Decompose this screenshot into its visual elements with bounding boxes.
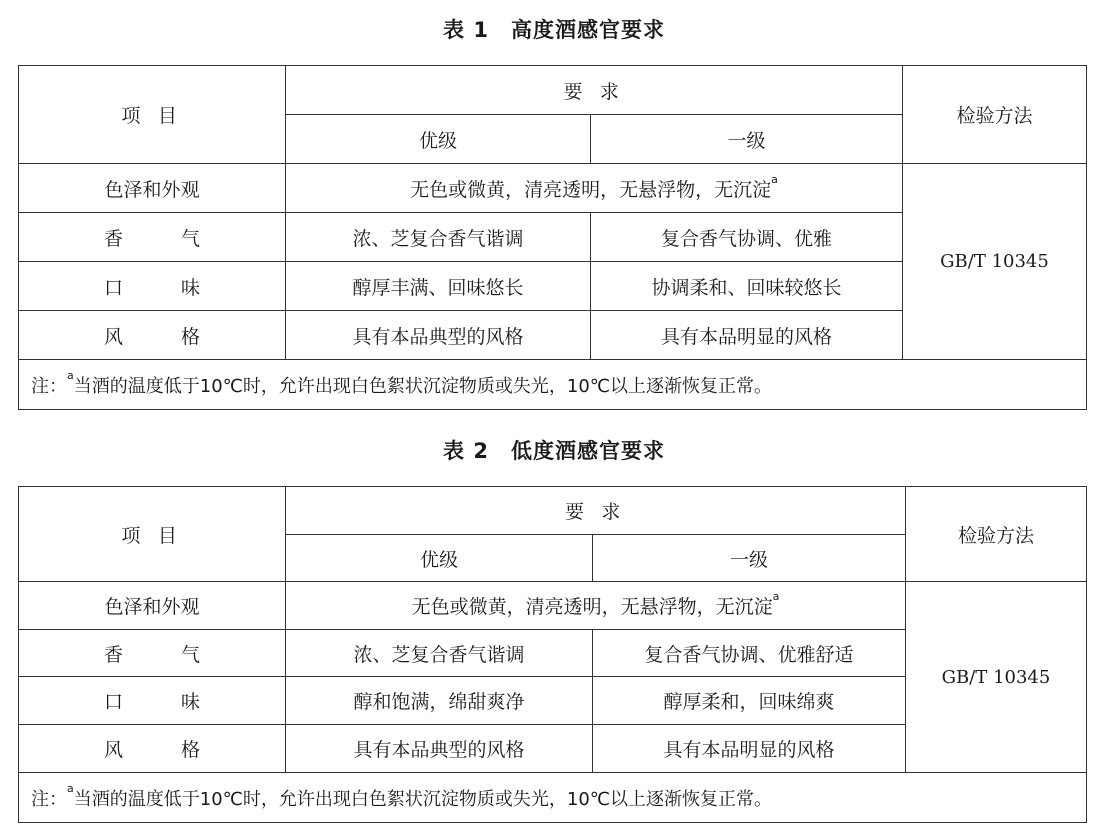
row-value-first: 复合香气协调、优雅舒适 bbox=[593, 630, 906, 677]
row-value-first: 具有本品明显的风格 bbox=[593, 725, 906, 773]
table-2-number: 表 2 bbox=[443, 439, 489, 463]
header-grade-first: 一级 bbox=[593, 535, 906, 582]
table-2-title bbox=[0, 435, 1108, 465]
table-row bbox=[19, 582, 1087, 630]
row-item: 口 味 bbox=[19, 677, 286, 725]
header-method: 检验方法 bbox=[903, 66, 1087, 164]
header-requirement: 要 求 bbox=[286, 487, 906, 535]
row-value-premium: 具有本品典型的风格 bbox=[286, 311, 591, 360]
table-1 bbox=[18, 65, 1087, 410]
header-requirement: 要 求 bbox=[286, 66, 903, 115]
row-value-premium: 具有本品典型的风格 bbox=[286, 725, 593, 773]
header-grade-first: 一级 bbox=[591, 115, 903, 164]
row-value-first: 醇厚柔和，回味绵爽 bbox=[593, 677, 906, 725]
method-value: GB/T 10345 bbox=[903, 164, 1087, 360]
row-value-first: 复合香气协调、优雅 bbox=[591, 213, 903, 262]
row-merged-value: 无色或微黄，清亮透明，无悬浮物，无沉淀$^a$ bbox=[286, 582, 906, 630]
row-item: 口 味 bbox=[19, 262, 286, 311]
row-item: 色泽和外观 bbox=[19, 164, 286, 213]
row-item: 色泽和外观 bbox=[19, 582, 286, 630]
table-note: 注：$^a$当酒的温度低于10℃时，允许出现白色絮状沉淀物质或失光，10℃以上逐渐恢复正常。 bbox=[19, 360, 1087, 410]
table-1-title bbox=[0, 14, 1108, 44]
footnote-mark: a bbox=[771, 172, 778, 186]
row-merged-value: 无色或微黄，清亮透明，无悬浮物，无沉淀$^a$ bbox=[286, 164, 903, 213]
header-item: 项 目 bbox=[19, 66, 286, 164]
row-value-premium: 醇厚丰满、回味悠长 bbox=[286, 262, 591, 311]
table-row bbox=[19, 164, 1087, 213]
row-value-premium: 浓、芝复合香气谐调 bbox=[286, 630, 593, 677]
row-value-first: 具有本品明显的风格 bbox=[591, 311, 903, 360]
row-item: 风 格 bbox=[19, 725, 286, 773]
header-item: 项 目 bbox=[19, 487, 286, 582]
table-note: 注：$^a$当酒的温度低于10℃时，允许出现白色絮状沉淀物质或失光，10℃以上逐渐恢复正常。 bbox=[19, 773, 1087, 823]
row-value-first: 协调柔和、回味较悠长 bbox=[591, 262, 903, 311]
row-item: 香 气 bbox=[19, 213, 286, 262]
table-2 bbox=[18, 486, 1087, 823]
header-grade-premium: 优级 bbox=[286, 535, 593, 582]
row-item: 香 气 bbox=[19, 630, 286, 677]
header-method: 检验方法 bbox=[906, 487, 1087, 582]
header-grade-premium: 优级 bbox=[286, 115, 591, 164]
row-value-premium: 浓、芝复合香气谐调 bbox=[286, 213, 591, 262]
method-value: GB/T 10345 bbox=[906, 582, 1087, 773]
row-value-premium: 醇和饱满，绵甜爽净 bbox=[286, 677, 593, 725]
table-1-title-text: 高度酒感官要求 bbox=[510, 18, 665, 42]
table-1-number: 表 1 bbox=[443, 18, 489, 42]
footnote-mark: a bbox=[772, 590, 780, 603]
table-2-title-text: 低度酒感官要求 bbox=[510, 439, 665, 463]
row-item: 风 格 bbox=[19, 311, 286, 360]
